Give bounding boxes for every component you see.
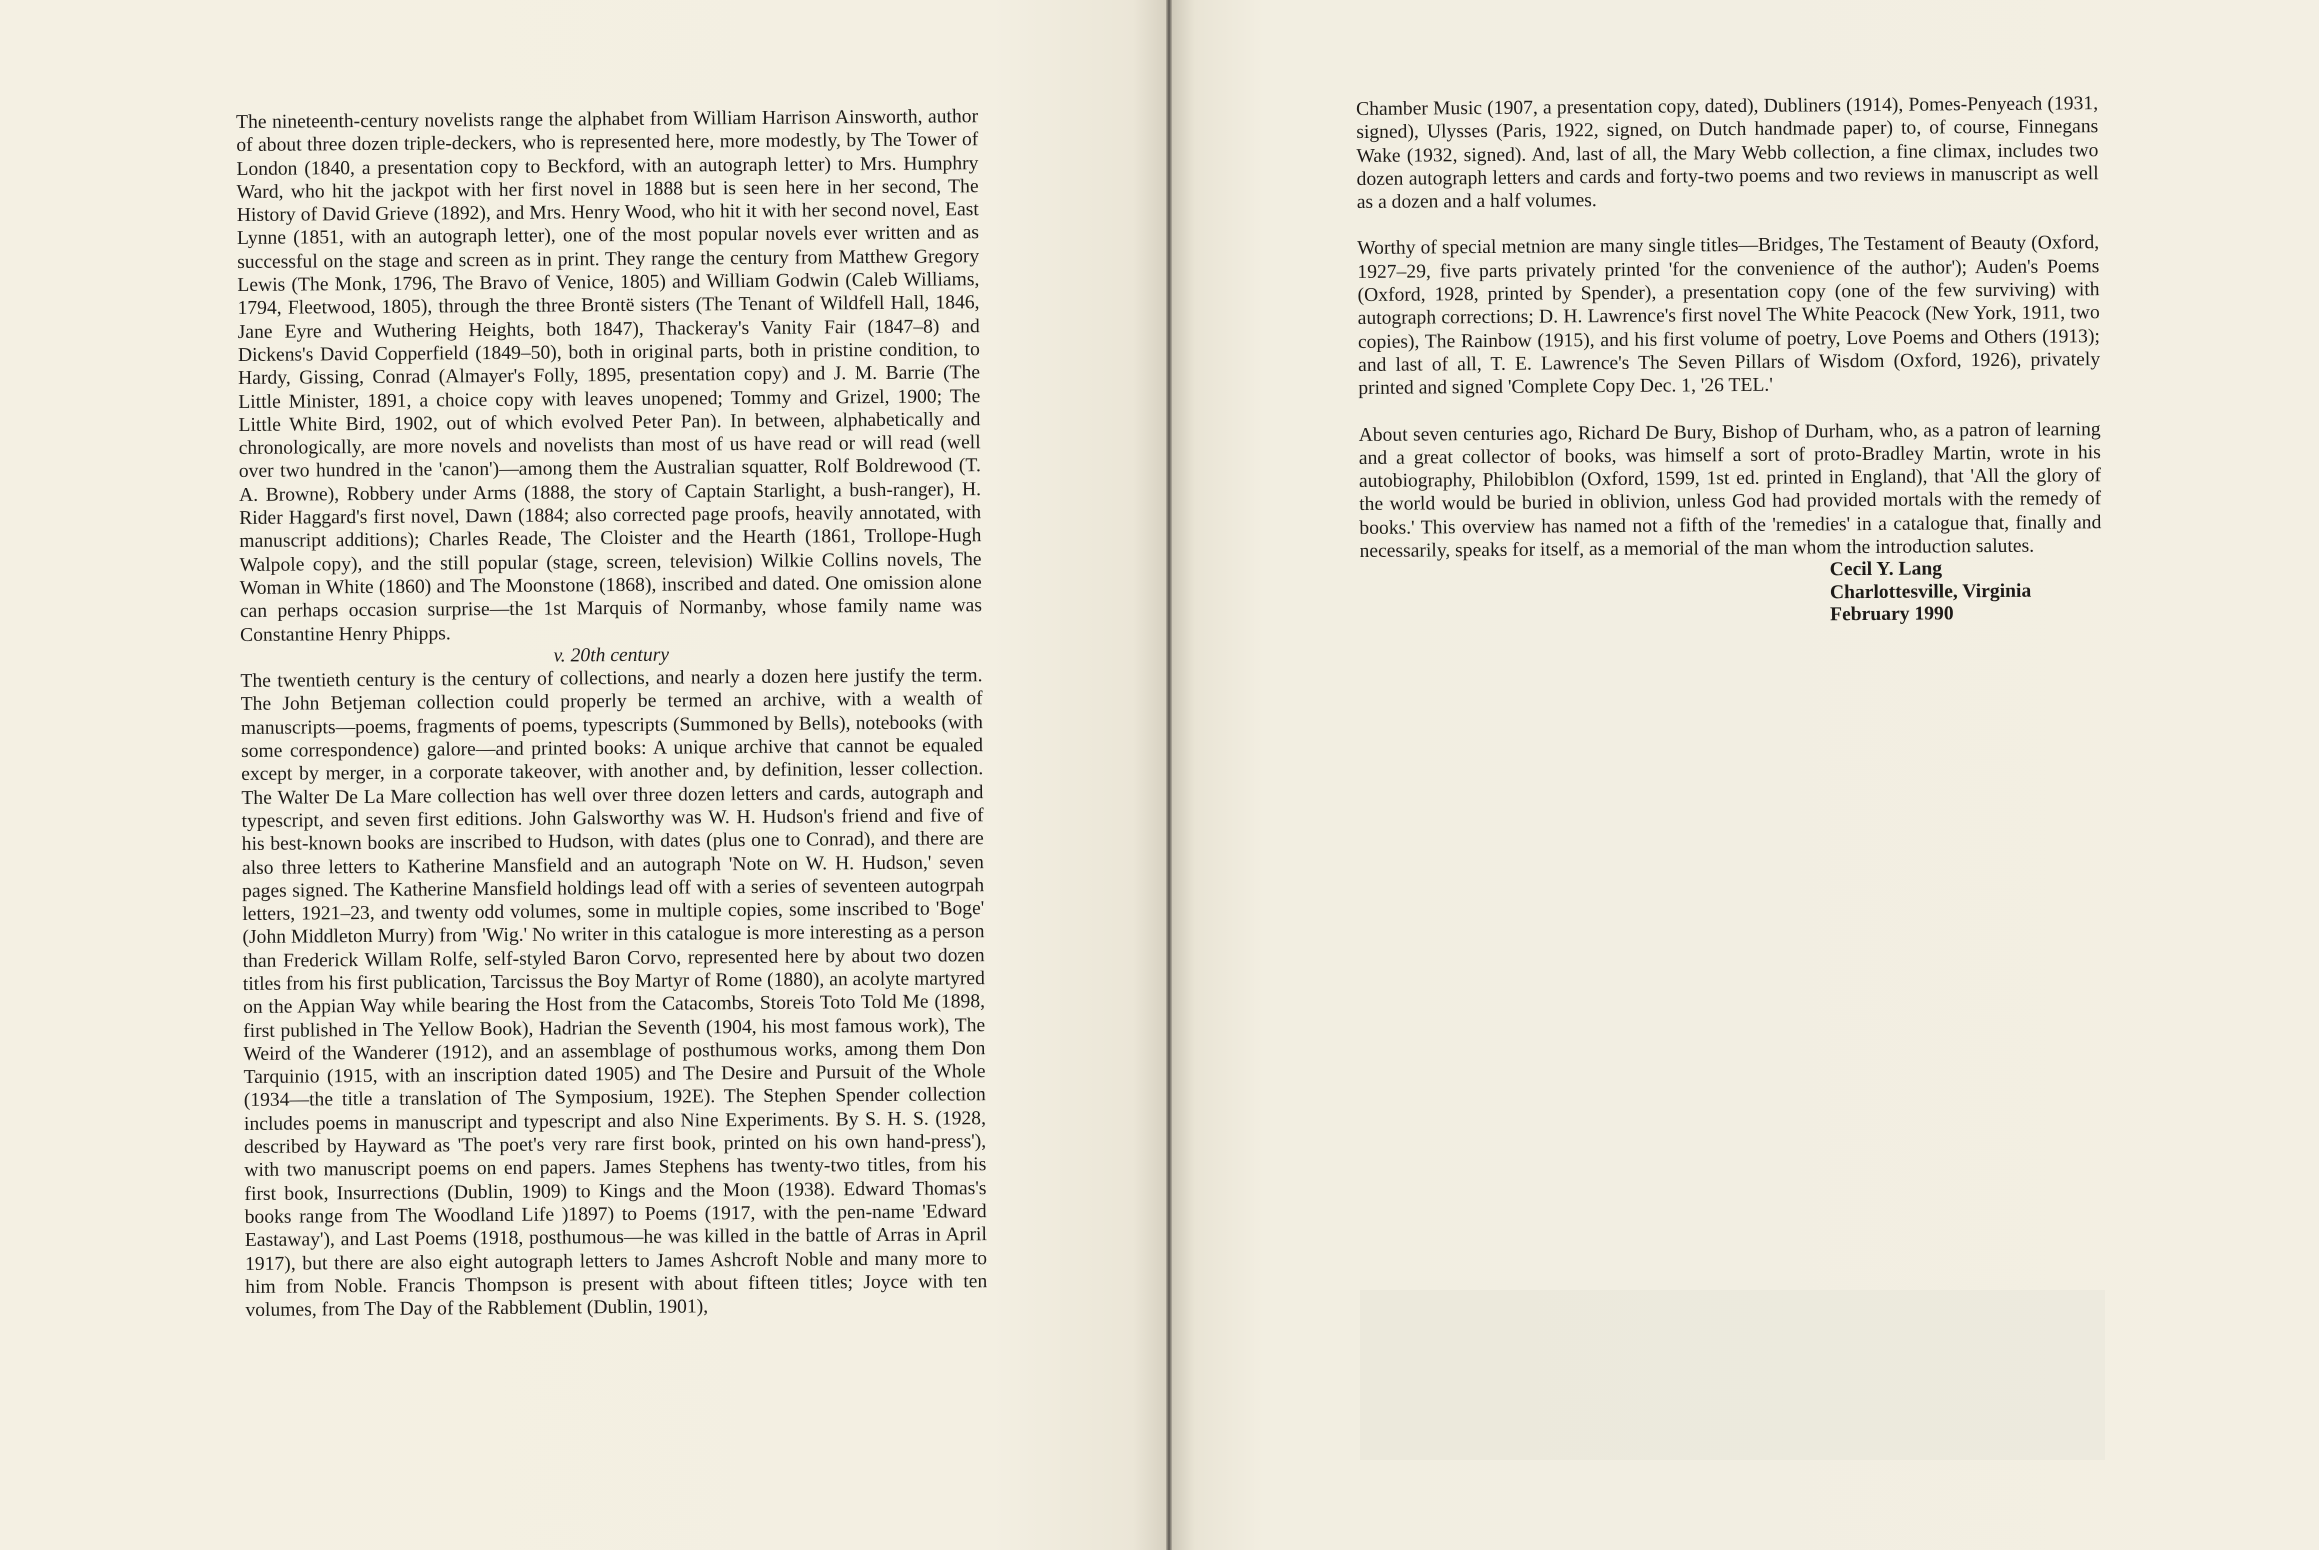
twentieth-century-paragraph: The twentieth century is the century of collections, and nearly a dozen here justify the term. The John Betjeman collection could properly be termed an archive, with a wealth of manuscripts—poems, fragments of poems, typescripts (Summoned by Bells), notebooks (with some correspondence) galore—and printed books: A unique archive that cannot be equaled except by merger, in a corporate takeover, with another and, by definition, lesser collection. The Walter De La Mare collection has well over three dozen letters and cards, autograph and typescript, and seven first editions. John Galsworthy was W. H. Hudson's friend and five of his best-known books are inscribed to Hudson, with dates (plus one to Conrad), and there are also three letters to Katherine Mansfield and an autograph 'Note on W. H. Hudson,' seven pages signed. The Katherine Mansfield holdings lead off with a series of seventeen autogrpah letters, 1921–23, and twenty odd volumes, some in multiple copies, some inscribed to 'Boge' (John Middleton Murry) from 'Wig.' No writer in this catalogue is more interesting as a person than Frederick Willam Rolfe, self-styled Baron Corvo, represented here by about two dozen titles from his first publication, Tarcissus the Boy Martyr of Rome (1880), an acolyte martyred on the Appian Way while bearing the Host from the Catacombs, Storeis Toto Told Me (1898, first published in The Yellow Book), Hadrian the Seventh (1904, his most famous work), The Weird of the Wanderer (1912), and an assemblage of posthumous works, among them Don Tarquinio (1915, with an inscription dated 1905) and The Desire and Pursuit of the Whole (1934—the title a translation of The Symposium, 192E). The Stephen Spender collection includes poems in manuscript and typescript and also Nine Experiments. By S. H. S. (1928, described by Hayward as 'The poet's very rare first book, printed on his own hand-press'), with two manuscript poems on end papers. James Stephens has twenty-two titles, from his first book, Insurrections (Dublin, 1909) to Kings and the Moon (1938). Edward Thomas's books range from The Woodland Life )1897) to Poems (1917, with the pen-name 'Edward Eastaway'), and Last Poems (1918, posthumous—he was killed in the battle of Arras in April 1917), but there are also eight autograph letters to James Ashcroft Noble and many more to him from Noble. Francis Thompson is present with about fifteen titles; Joyce with ten volumes, from The Day of the Rabblement (Dublin, 1901), [240,665,988,1322]
signature-place: Charlottesville, Virginia [1829,580,2032,604]
left-page-text [236,105,987,1322]
single-titles-paragraph: Worthy of special metnion are many single titles—Bridges, The Testament of Beauty (Oxford, 1927–29, five parts privately printed 'for the convenience of the author'); Auden's Poems (Oxford, 1928, printed by Spender), a presentation copy (one of the few surviving) with autograph corrections; D. H. Lawrence's first novel The White Peacock (New York, 1911, two copies), The Rainbow (1915), and his first volume of poetry, Love Poems and Others (1913); and last of all, T. E. Lawrence's The Seven Pillars of Wisdom (Oxford, 1926), privately printed and signed 'Complete Copy Dec. 1, '26 TEL.' [1357,232,2101,400]
signature-block [1830,558,2103,628]
right-page-text [1356,92,2102,631]
signature-name: Cecil Y. Lang [1829,558,1943,581]
show-through-shadow [1360,1290,2105,1460]
de-bury-paragraph: About seven centuries ago, Richard De Bury, Bishop of Durham, who, as a patron of learning and a great collector of books, was himself a sort of proto-Bradley Martin, wrote in his autobiography, Philobiblon (Oxford, 1599, 1st ed. printed in England), that 'All the glory of the world would be buried in oblivion, unless God had provided mortals with the remedy of books.' This overview has named not a fifth of the 'remedies' in a catalogue that, finally and necessarily, speaks for itself, as a memorial of the man whom the introduction salutes. [1358,418,2102,563]
nineteenth-century-paragraph: The nineteenth-century novelists range the alphabet from William Harrison Ainsworth, author of about three dozen triple-deckers, who is represented here, more modestly, by The Tower of London (1840, a presentation copy to Beckford, with an autograph letter) to Mrs. Humphry Ward, who hit the jackpot with her first novel in 1888 but is seen here in her second, The History of David Grieve (1892), and Mrs. Henry Wood, who hit it with her second novel, East Lynne (1851, with an autograph letter), one of the most popular novels ever written and as successful on the stage and screen as in print. They range the century from Matthew Gregory Lewis (The Monk, 1796, The Bravo of Venice, 1805) and William Godwin (Caleb Williams, 1794, Fleetwood, 1805), through the three Brontë sisters (The Tenant of Wildfell Hall, 1846, Jane Eyre and Wuthering Heights, both 1847), Thackeray's Vanity Fair (1847–8) and Dickens's David Copperfield (1849–50), both in original parts, both in pristine condition, to Hardy, Gissing, Conrad (Almayer's Folly, 1895, presentation copy) and J. M. Barrie (The Little Minister, 1891, a choice copy with leaves unopened; Tommy and Grizel, 1900; The Little White Bird, 1902, out of which evolved Peter Pan). In between, alphabetically and chronologically, are more novels and novelists than most of us have read or will read (well over two hundred in the 'canon')—among them the Australian squatter, Rolf Boldrewood (T. A. Browne), Robbery under Arms (1888, the story of Captain Starlight, a bush-ranger), H. Rider Haggard's first novel, Dawn (1884; also corrected page proofs, heavily annotated, with manuscript additions); Charles Reade, The Cloister and the Hearth (1861, Trollope-Hugh Walpole copy), and the still popular (stage, screen, television) Wilkie Collins novels, The Woman in White (1860) and The Moonstone (1868), inscribed and dated. One omission alone can perhaps occasion surprise—the 1st Marquis of Normanby, whose family name was Constantine Henry Phipps. [236,106,982,646]
section-heading-20th-century: v. 20th century [553,644,670,667]
signature-date: February 1990 [1829,603,1954,626]
joyce-webb-paragraph: Chamber Music (1907, a presentation copy, dated), Dubliners (1914), Pomes-Penyeach (1931, signed), Ulysses (Paris, 1922, signed, on Dutch handmade paper) to, of course, Finnegans Wake (1932, signed). And, last of all, the Mary Webb collection, a fine climax, includes two dozen autograph letters and cards and forty-two poems and two reviews in manuscript as well as a dozen and a half volumes. [1356,93,2099,214]
